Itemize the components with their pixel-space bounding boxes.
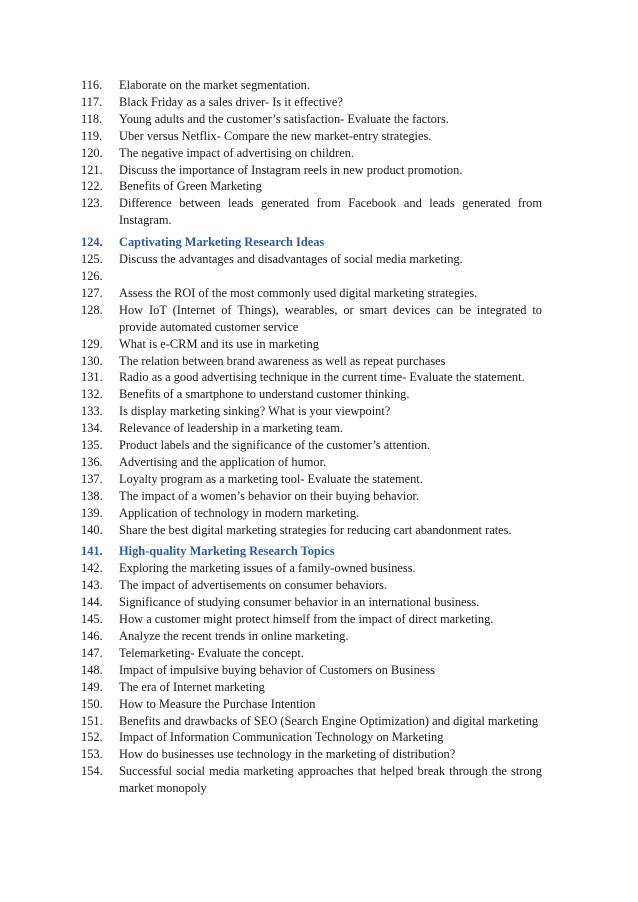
- item-text: Share the best digital marketing strategies for reducing cart abandonment rates.: [119, 522, 512, 537]
- list-item: [81, 268, 542, 285]
- item-number: 118.: [81, 111, 103, 126]
- item-number: 121.: [81, 162, 103, 177]
- item-number: 122.: [81, 179, 103, 194]
- list-item: [81, 420, 542, 437]
- list-item: [81, 285, 542, 302]
- list-item: [81, 522, 542, 539]
- item-number: 130.: [81, 353, 103, 368]
- list-item: [81, 111, 542, 128]
- item-text: Benefits and drawbacks of SEO (Search Engine Optimization) and digital marketing: [119, 713, 539, 728]
- item-text: Advertising and the application of humor.: [119, 454, 327, 469]
- item-number: 136.: [81, 454, 103, 469]
- list-item: [81, 178, 542, 195]
- section-heading: [81, 234, 542, 251]
- list-item: [81, 353, 542, 370]
- item-text: What is e-CRM and its use in marketing: [119, 336, 319, 351]
- list-item: [81, 560, 542, 577]
- list-item: [81, 763, 542, 797]
- item-number: 148.: [81, 662, 103, 677]
- list-item: [81, 611, 542, 628]
- item-text: The impact of advertisements on consumer behaviors.: [119, 578, 388, 593]
- topic-group-3: [81, 560, 542, 797]
- list-item: [81, 302, 542, 336]
- heading-text: High-quality Marketing Research Topics: [119, 544, 335, 559]
- item-number: 133.: [81, 404, 103, 419]
- list-item: [81, 488, 542, 505]
- list-item: [81, 628, 542, 645]
- list-item: [81, 679, 542, 696]
- item-number: 135.: [81, 438, 103, 453]
- item-text: Significance of studying consumer behavior in an international business.: [119, 595, 480, 610]
- item-text: Loyalty program as a marketing tool- Evaluate the statement.: [119, 471, 423, 486]
- item-number: 149.: [81, 679, 103, 694]
- item-text: Telemarketing- Evaluate the concept.: [119, 645, 304, 660]
- item-text: How to Measure the Purchase Intention: [119, 696, 316, 711]
- item-number: 128.: [81, 302, 103, 317]
- list-item: [81, 471, 542, 488]
- list-item: [81, 145, 542, 162]
- list-item: [81, 336, 542, 353]
- list-item: [81, 696, 542, 713]
- item-number: 119.: [81, 128, 103, 143]
- item-text: Radio as a good advertising technique in the current time- Evaluate the statement.: [119, 370, 525, 385]
- item-number: 131.: [81, 370, 103, 385]
- heading-number: 124.: [81, 235, 103, 250]
- item-text: The impact of a women’s behavior on their buying behavior.: [119, 488, 420, 503]
- item-number: 120.: [81, 145, 103, 160]
- list-item: [81, 746, 542, 763]
- item-number: 138.: [81, 488, 103, 503]
- item-text: Relevance of leadership in a marketing team.: [119, 421, 343, 436]
- list-item: [81, 403, 542, 420]
- item-text: Successful social media marketing approaches that helped break through the strong market monopoly: [119, 764, 542, 796]
- item-text: Analyze the recent trends in online marketing.: [119, 629, 349, 643]
- item-number: 143.: [81, 578, 103, 593]
- item-text: Difference between leads generated from Facebook and leads generated from Instagram.: [119, 196, 542, 228]
- list-item: [81, 505, 542, 522]
- list-item: [81, 594, 542, 611]
- list-item: [81, 454, 542, 471]
- item-text: The negative impact of advertising on children.: [119, 145, 354, 160]
- item-number: 152.: [81, 730, 103, 745]
- item-number: 123.: [81, 196, 103, 211]
- item-text: Elaborate on the market segmentation.: [119, 78, 310, 92]
- topic-group-1: [81, 77, 542, 229]
- item-number: 117.: [81, 94, 103, 109]
- list-item: [81, 195, 542, 229]
- list-item: [81, 369, 542, 386]
- item-text: Application of technology in modern marketing.: [119, 505, 360, 520]
- item-number: 147.: [81, 645, 103, 660]
- list-item: [81, 162, 542, 179]
- item-number: 145.: [81, 612, 103, 627]
- item-text: How do businesses use technology in the marketing of distribution?: [119, 747, 456, 762]
- item-number: 125.: [81, 252, 103, 267]
- item-text: Product labels and the significance of the customer’s attention.: [119, 438, 431, 453]
- list-item: [81, 128, 542, 145]
- list-item: [81, 729, 542, 746]
- list-item: [81, 437, 542, 454]
- item-text: Is display marketing sinking? What is your viewpoint?: [119, 404, 391, 419]
- heading-number: 141.: [81, 544, 103, 559]
- item-text: Exploring the marketing issues of a family-owned business.: [119, 561, 416, 576]
- item-text: [119, 268, 542, 285]
- list-item: [81, 94, 542, 111]
- item-text: The era of Internet marketing: [119, 679, 265, 694]
- item-number: 129.: [81, 336, 103, 351]
- item-text: Discuss the advantages and disadvantages of social media marketing.: [119, 252, 463, 267]
- list-item: [81, 662, 542, 679]
- list-item: [81, 645, 542, 662]
- item-text: Young adults and the customer’s satisfaction- Evaluate the factors.: [119, 111, 449, 126]
- item-text: How a customer might protect himself from the impact of direct marketing.: [119, 612, 494, 627]
- item-number: 134.: [81, 421, 103, 436]
- item-number: 144.: [81, 595, 103, 610]
- list-item: [81, 386, 542, 403]
- topic-group-2: [81, 251, 542, 538]
- heading-text: Captivating Marketing Research Ideas: [119, 235, 325, 250]
- item-number: 153.: [81, 747, 103, 762]
- list-item: [81, 713, 542, 730]
- item-number: 116.: [81, 78, 103, 92]
- item-text: Benefits of a smartphone to understand customer thinking.: [119, 387, 410, 402]
- section-heading: [81, 543, 542, 560]
- item-text: Discuss the importance of Instagram reels in new product promotion.: [119, 162, 463, 177]
- item-number: 142.: [81, 561, 103, 576]
- list-item: [81, 251, 542, 268]
- item-text: How IoT (Internet of Things), wearables, or smart devices can be integrated to provide automated customer service: [119, 302, 542, 334]
- topic-list: [81, 77, 542, 797]
- item-number: 146.: [81, 629, 103, 643]
- item-number: 139.: [81, 505, 103, 520]
- item-number: 126.: [81, 268, 103, 283]
- item-number: 140.: [81, 522, 103, 537]
- item-number: 150.: [81, 696, 103, 711]
- item-text: Benefits of Green Marketing: [119, 179, 262, 194]
- list-item: [81, 77, 542, 94]
- item-number: 137.: [81, 471, 103, 486]
- item-text: Impact of Information Communication Technology on Marketing: [119, 730, 444, 745]
- item-text: Black Friday as a sales driver- Is it effective?: [119, 94, 343, 109]
- list-item: [81, 577, 542, 594]
- item-text: Assess the ROI of the most commonly used digital marketing strategies.: [119, 285, 478, 300]
- item-number: 127.: [81, 285, 103, 300]
- item-text: Uber versus Netflix- Compare the new market-entry strategies.: [119, 128, 432, 143]
- item-text: The relation between brand awareness as well as repeat purchases: [119, 353, 446, 368]
- item-number: 151.: [81, 713, 103, 728]
- item-number: 132.: [81, 387, 103, 402]
- item-number: 154.: [81, 764, 103, 779]
- item-text: Impact of impulsive buying behavior of Customers on Business: [119, 662, 435, 677]
